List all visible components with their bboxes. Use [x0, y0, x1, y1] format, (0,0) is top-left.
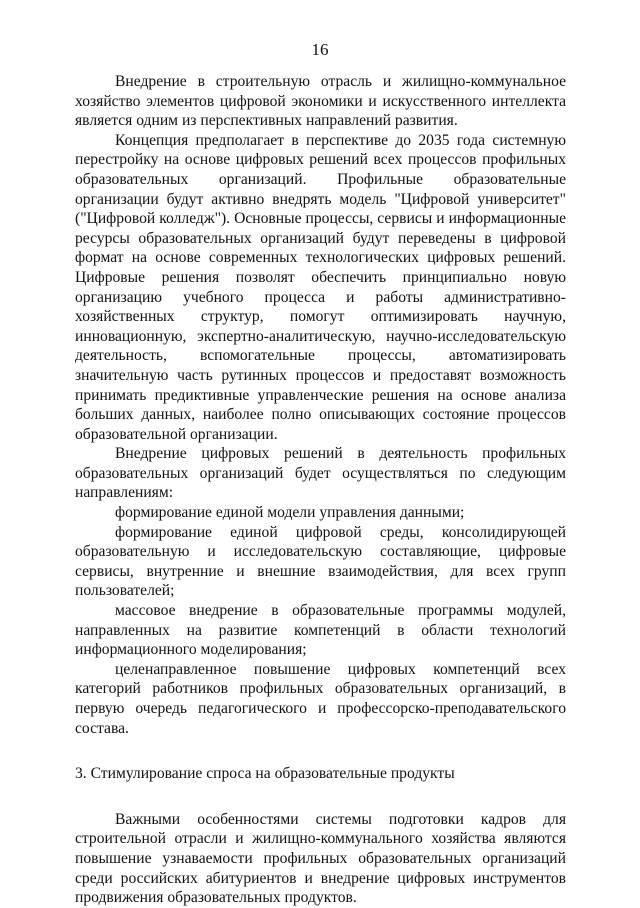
- list-item: формирование единой цифровой среды, консолидирующей образовательную и исследовательскую составляющие, цифровые сервисы, внутренние и внешние взаимодействия, для всех групп пользователей;: [75, 523, 566, 600]
- list-item: массовое внедрение в образовательные программы модулей, направленных на развитие компетенций в области технологий информационного моделирования;: [75, 602, 566, 659]
- page-number: 16: [311, 40, 329, 59]
- paragraph: Концепция предполагает в перспективе до 2035 года системную перестройку на основе цифровых решений всех процессов профильных образовательных организаций. Профильные образовательные организации будут активно внедрять модель "Цифровой университет" ("Цифровой колледж"). Основные процессы, сервисы и информационные ресурсы образовательных организаций будут переведены в цифровой формат на основе современных технологических цифровых решений. Цифровые решения позволят обеспечить принципиально новую организацию учебного процесса и работы административно-хозяйственных структур, помогут оптимизировать научную, инновационную, экспертно-аналитическую, научно-исследовательскую деятельность, вспомогательные процессы, автоматизировать значительную часть рутинных процессов и предоставят возможность принимать предиктивные управленческие решения на основе анализа больших данных, наиболее полно описывающих состояние процессов образовательной организации.: [75, 131, 566, 443]
- paragraph: Внедрение цифровых решений в деятельность профильных образовательных организаций будет осуществляться по следующим направлениям:: [75, 445, 566, 502]
- list-item: целенаправленное повышение цифровых компетенций всех категорий работников профильных образовательных организаций, в первую очередь педагогического и профессорско-преподавательского состава.: [75, 660, 566, 737]
- list-item: формирование единой модели управления данными;: [115, 504, 465, 522]
- document-body: [75, 72, 566, 908]
- paragraph: Важными особенностями системы подготовки кадров для строительной отрасли и жилищно-коммунального хозяйства являются повышение узнаваемости профильных образовательных организаций среди российских абитуриентов и внедрение цифровых инструментов продвижения образовательных продуктов.: [75, 810, 566, 907]
- section-heading: 3. Стимулирование спроса на образовательные продукты: [75, 765, 455, 783]
- paragraph: Внедрение в строительную отрасль и жилищно-коммунальное хозяйство элементов цифровой экономики и искусственного интеллекта является одним из перспективных направлений развития.: [75, 73, 566, 130]
